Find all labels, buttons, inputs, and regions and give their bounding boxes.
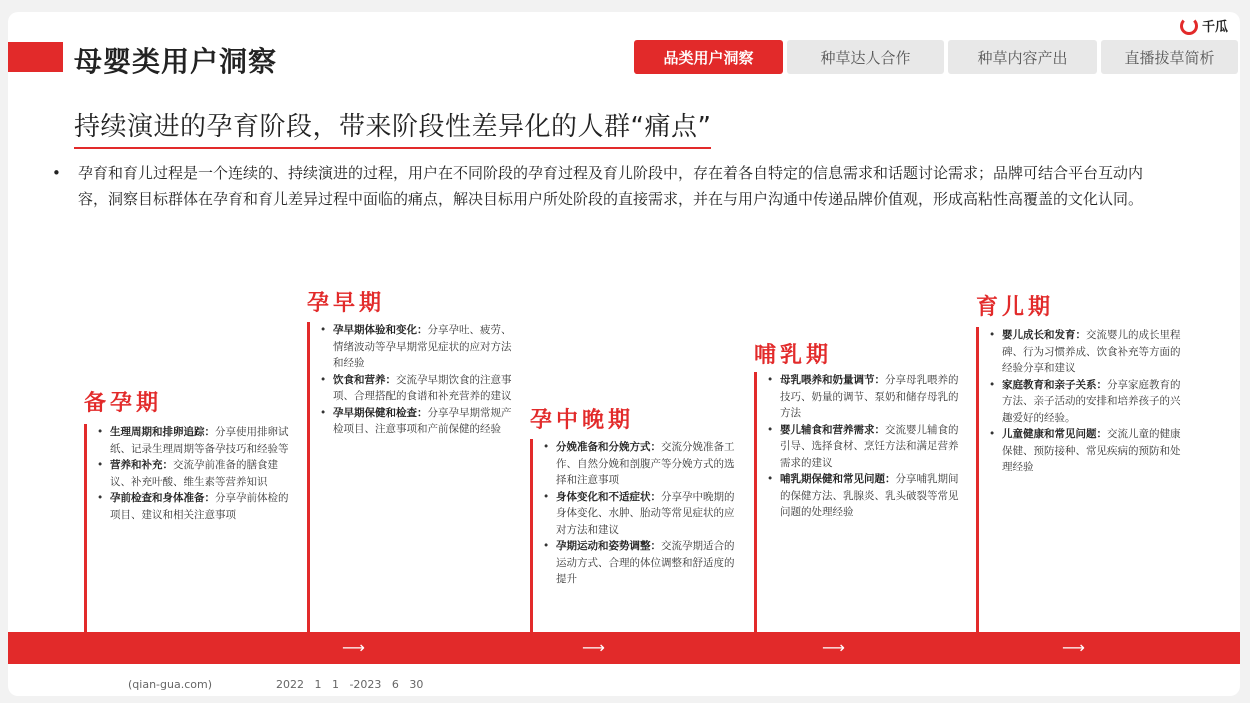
arrow-right-icon: ⟶	[342, 638, 365, 657]
arrow-right-icon: ⟶	[822, 638, 845, 657]
list-item: • 分娩准备和分娩方式：交流分娩准备工作、自然分娩和剖腹产等分娩方式的选择和注意事项	[536, 439, 736, 489]
stage-line-nursing	[754, 372, 757, 632]
bullet-icon: •	[52, 164, 61, 182]
logo-icon	[1180, 17, 1198, 35]
list-item: • 家庭教育和亲子关系：分享家庭教育的方法、亲子活动的安排和培养孩子的兴趣爱好的经验。	[982, 377, 1182, 427]
list-item: • 哺乳期保健和常见问题：分享哺乳期间的保健方法、乳腺炎、乳头破裂等常见问题的处理经验	[760, 471, 960, 521]
page-title: 母婴类用户洞察	[74, 45, 278, 78]
timeline-band	[8, 632, 1240, 664]
stage-title-early-pregnancy: 孕早期	[307, 291, 386, 316]
headline: 持续演进的孕育阶段，带来阶段性差异化的人群“痛点”	[74, 106, 711, 149]
stage-list-preparation	[90, 424, 290, 523]
footer-date-range: 2022 1 1 -2023 6 30	[276, 678, 424, 691]
list-item: • 孕早期保健和检查：分享孕早期常规产检项目、注意事项和产前保健的经验	[313, 405, 513, 438]
stage-list-early-pregnancy	[313, 322, 513, 438]
list-item: • 身体变化和不适症状：分享孕中晚期的身体变化、水肿、胎动等常见症状的应对方法和建议	[536, 489, 736, 539]
tab-content-output[interactable]: 种草内容产出	[948, 40, 1097, 74]
slide	[8, 12, 1240, 696]
stage-title-preparation: 备孕期	[84, 391, 163, 416]
tab-influencer-collab[interactable]: 种草达人合作	[787, 40, 944, 74]
list-item: • 母乳喂养和奶量调节：分享母乳喂养的技巧、奶量的调节、泵奶和储存母乳的方法	[760, 372, 960, 422]
stage-title-parenting: 育儿期	[976, 295, 1055, 320]
stage-list-nursing	[760, 372, 960, 521]
stage-title-nursing: 哺乳期	[754, 343, 833, 368]
arrow-right-icon: ⟶	[1062, 638, 1085, 657]
tab-category-insight[interactable]: 品类用户洞察	[634, 40, 783, 74]
logo-text: 千瓜	[1201, 20, 1228, 35]
list-item: • 儿童健康和常见问题：交流儿童的健康保健、预防接种、常见疾病的预防和处理经验	[982, 426, 1182, 476]
stage-line-parenting	[976, 327, 979, 632]
stage-list-mid-late-pregnancy	[536, 439, 736, 588]
section-tabs	[634, 40, 1238, 74]
list-item: • 营养和补充：交流孕前准备的膳食建议、补充叶酸、维生素等营养知识	[90, 457, 290, 490]
stage-line-preparation	[84, 424, 87, 632]
footer-source: (qian-gua.com)	[128, 678, 212, 691]
arrow-right-icon: ⟶	[582, 638, 605, 657]
stage-title-mid-late-pregnancy: 孕中晚期	[530, 408, 635, 433]
stage-line-early-pregnancy	[307, 322, 310, 632]
title-accent-bar	[8, 42, 63, 72]
intro-text: 孕育和育儿过程是一个连续的、持续演进的过程，用户在不同阶段的孕育过程及育儿阶段中，存在着各自特定的信息需求和话题讨论需求；品牌可结合平台互动内容，洞察目标群体在孕育和育儿差异过程中面临的痛点，解决目标用户所处阶段的直接需求，并在与用户沟通中传递品牌价值观，形成高粘性高覆盖的文化认同。	[78, 164, 1144, 208]
list-item: • 饮食和营养：交流孕早期饮食的注意事项、合理搭配的食谱和补充营养的建议	[313, 372, 513, 405]
list-item: • 孕早期体验和变化：分享孕吐、疲劳、情绪波动等孕早期常见症状的应对方法和经验	[313, 322, 513, 372]
list-item: • 生理周期和排卵追踪：分享使用排卵试纸、记录生理周期等备孕技巧和经验等	[90, 424, 290, 457]
stage-list-parenting	[982, 327, 1182, 476]
intro-paragraph	[52, 160, 1172, 212]
tab-livestream-analysis[interactable]: 直播拔草简析	[1101, 40, 1238, 74]
list-item: • 婴儿辅食和营养需求：交流婴儿辅食的引导、选择食材、烹饪方法和满足营养需求的建议	[760, 422, 960, 472]
list-item: • 孕前检查和身体准备：分享孕前体检的项目、建议和相关注意事项	[90, 490, 290, 523]
brand-logo	[1180, 16, 1228, 35]
list-item: • 孕期运动和姿势调整：交流孕期适合的运动方式、合理的体位调整和舒适度的提升	[536, 538, 736, 588]
stage-line-mid-late-pregnancy	[530, 439, 533, 632]
list-item: • 婴儿成长和发育：交流婴儿的成长里程碑、行为习惯养成、饮食补充等方面的经验分享和建议	[982, 327, 1182, 377]
